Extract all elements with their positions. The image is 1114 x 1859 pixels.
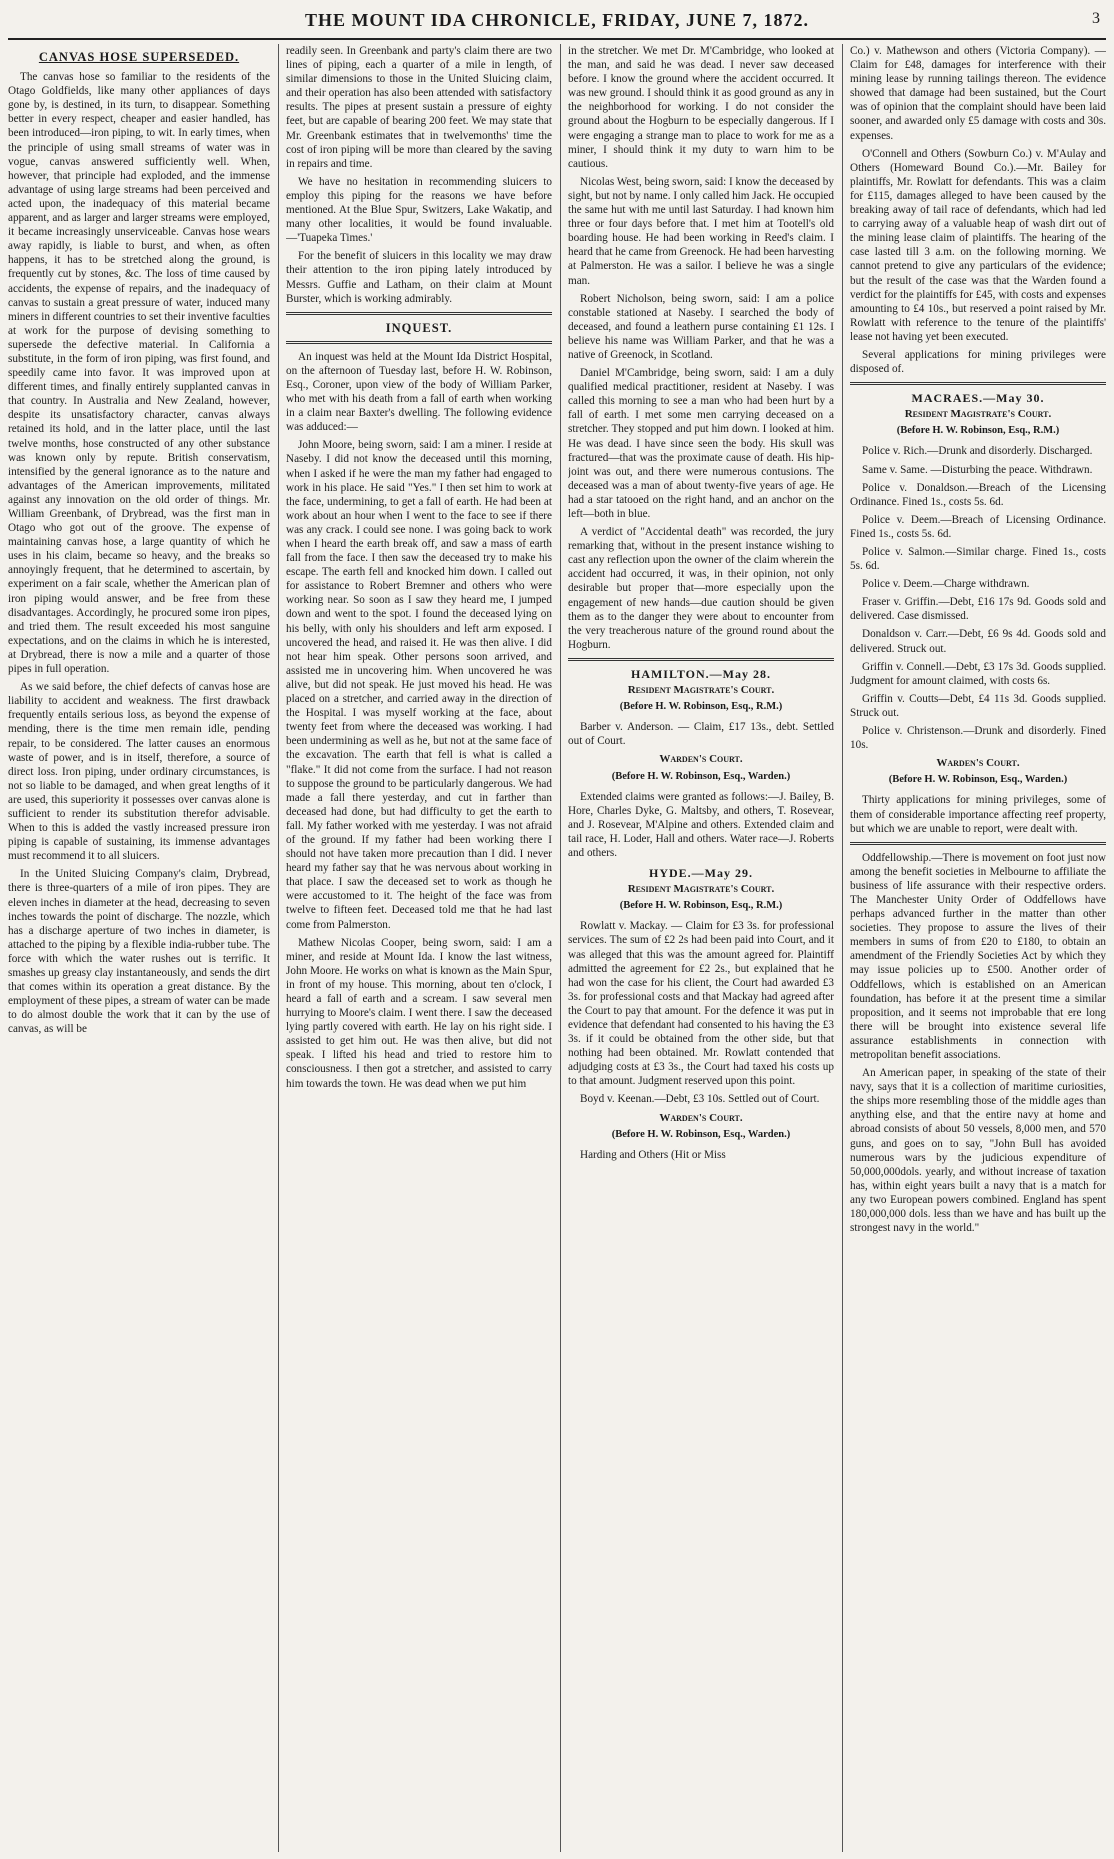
paragraph: As we said before, the chief defects of canvas hose are liability to accident and weakness. The first drawback frequently entails serious loss, as beyond the expense of mending, there is the time men remain idle, pending repair, to be considered. The latter causes an enormous waste of power, and is in itself, therefore, a source of direct loss. Iron piping, under ordinary circumstances, is not so liable to be damaged, and when great lengths of it are used, this superiority it possesses over canvas alone is sufficient to render its substitution therefor advisable. When to this is added the vastly increased pressure iron piping is capable of sustaining, its immense advantages must recommend it to all sluicers. [8,681,270,863]
masthead-title: THE MOUNT IDA CHRONICLE, FRIDAY, JUNE 7, 1872. [305,10,809,30]
masthead [8,4,1106,40]
paragraph: The canvas hose so familiar to the residents of the Otago Goldfields, like many other appliances of days gone by, is destined, in its turn, to disappear. Something better in every respect, cheaper and easier handled, has been introduced—iron piping, to wit. In early times, when the principle of using small streams of water was in vogue, canvas answered sufficiently well. When, however, that principle had exploded, and the immense advantage of using large streams had been perceived and acted upon, the inadequacy of this material became apparent, and as larger and larger streams were employed, it became increasingly unserviceable. Canvas hose wears away rapidly, is liable to burst, and when, as often happens, it has to be stretched along the ground, is frequently cut by stones, &c. The loss of time caused by accidents, the expense of repairs, and the inadequacy of canvas to sustain a great pressure of water, induced many miners in different countries to set their inventive faculties at work for the purpose of devising something to supersede the defective material. In California a substitute, in the form of iron piping, was first found, and speedily came into favor. It was improved upon at different times, and finally entirely supplanted canvas in that country. In Australia and New Zealand, however, despite its unsatisfactory character, canvas always retained its hold, and in the latter place, until the last twelve months, hose constructed of any other substance was known only by repute. British conservatism, intensified by the general ignorance as to the nature and advantages of the American improvements, militated against any innovation on the old order of things. Mr. William Greenbank, of Drybread, was the first man in Otago who got out of the groove. The expense of maintaining canvas hose, a large quantity of which he uses in his claim, became so heavy, and the breaks so annoyingly frequent, that he determined to ascertain, by experiment on a fair scale, whether the American plan of iron piping would answer, and be free from these disadvantages. Accordingly, he procured some iron pipes, and tried them. The result exceeded his most sanguine expectations, and on the claims in which he is interested, at Drybread, there is now a mile and a quarter of those pipes in full operation. [8,71,270,676]
paragraph: in the stretcher. We met Dr. M'Cambridge, who looked at the man, and said he was dead. I never saw deceased before. I know the ground where the accident occurred. It was new ground. I should think it as good ground as any in the neighborhood for working. I do not consider the ground about the Hogburn to be especially dangerous. If I were engaging a strange man to place to work for me as a miner, I should think it my duty to warn him to be cautious. [568,45,834,170]
paragraph: Daniel M'Cambridge, being sworn, said: I am a duly qualified medical practitioner, resident at Naseby. I was called this morning to see a man who had been hurt by a fall of earth. I met some men carrying deceased on a stretcher. They stopped and put him down. I looked at him. He was dead. I have since seen the body. His skull was fractured—that was the proximate cause of death. His hip-joint was out, and there were numerous contusions. The deceased was a man of about twenty-five years of age. He had a star tatooed on the right hand, and an anchor on the left—both in blue. [568,367,834,520]
page-number: 3 [1092,10,1100,27]
column-2 [286,44,552,1852]
court-name: Resident Magistrate's Court. [627,684,775,697]
paragraph: Nicolas West, being sworn, said: I know the deceased by sight, but not by name. I only called him Jack. He occupied the same hut with me until last Saturday. I had known him three or four days before that. I met him at Tootell's old boarding house. He had been working in Reed's claim. I heard that he came from Greenock. He had been harvesting at Palmerston. He was a sailor. I believe he was a single man. [568,175,834,287]
paragraph: John Moore, being sworn, said: I am a miner. I reside at Naseby. I did not know the deceased until this morning, when I asked if he were the man my father had engaged to work in his place. He said "Yes." I then set him to work at the face, undermining, to get a fall of earth. He had been at work about an hour when I went to the face to see if there was any crack. I could see none. I was going back to work when I heard the earth break off, and saw a mass of earth fall from the face. I then saw the deceased try to make his escape. The earth fell and knocked him down. I called out for assistance to Robert Bremner and others who were working near. So soon as I saw they heard me, I jumped down and went to the spot. I found the deceased lying on his belly, with only his shoulders and left arm exposed. I uncovered the head, and raised it. He was then alive. I did not hear him speak. Other persons soon arrived, and assisted me in uncovering him. When uncovered he was alive, but did not speak. He just moved his head. He was placed on a stretcher, and carried away in the direction of the Hospital. I was myself working at the face, about twenty feet from where the deceased was working. I had been undermining as well as he, but not at the same face of the excavation. The earth that fell is what is called a "flake." It did not come from the surface. I had not reason to suppose the ground to be particularly dangerous. We had made a fall there yesterday, and cut in farther than deceased had done, but had difficulty to get the earth to fall. My father worked with me yesterday. I was not afraid of the ground. If my father had been working there I should not have taken more precaution than I did. I never heard my father say that he was nervous about working in that place. I saw the deceased set to work as though he were accustomed to it. The height of the face was from twelve to fifteen feet. Deceased told me that he had last come from Palmerston. [286,439,552,931]
paragraph: A verdict of "Accidental death" was recorded, the jury remarking that, without in the present instance wishing to cast any reflection upon the owner of the claim wherein the accident had occurred, it was, in their opinion, not only desirable but proper that—more especially upon the engagement of new hands—due caution should be given them as to the danger they were about to encounter from the very treacherous nature of the ground round about the Hogburn. [568,526,834,651]
court-before: (Before H. W. Robinson, Esq., Warden.) [611,1128,791,1140]
court-before: (Before H. W. Robinson, Esq., Warden.) [888,774,1068,786]
court-entry: Harding and Others (Hit or Miss [580,1148,726,1161]
article-heading-canvas-hose: CANVAS HOSE SUPERSEDED. [38,50,240,64]
court-entry: O'Connell and Others (Sowburn Co.) v. M'Aulay and Others (Homeward Bound Co.).—Mr. Bailey for plaintiffs, Mr. Rowlatt for defendants. This was a claim for £115, damages alleged to have been caused by the breaking away of tail race of defendants, which had led to carrying away of a valuable heap of wash dirt out of the mining lease claim of plaintiffs. The hearing of the case lasted till 3 a.m. on the following morning. We cannot pretend to give any particulars of the evidence; but the result of the case was that the Warden found a verdict for the plaintiffs for £45, with costs and expenses amounting to £4 10s., but reserved a point raised by Mr. Rowlatt with reference to the tenure of the plaintiffs' lease not having yet been executed. [850,147,1106,343]
hamilton-heading: HAMILTON.—May 28. [630,666,771,681]
macraes-heading: MACRAES.—May 30. [911,391,1045,406]
paragraph: For the benefit of sluicers in this locality we may draw their attention to the iron piping lately introduced by Messrs. Guffie and Latham, on their claim at Mount Burster, which is working admirably. [286,250,552,305]
section-rule [286,312,552,315]
court-entry: Barber v. Anderson. — Claim, £17 13s., debt. Settled out of Court. [568,721,834,748]
court-entry: Griffin v. Coutts—Debt, £4 11s 3d. Goods supplied. Struck out. [850,692,1106,719]
paragraph: Mathew Nicolas Cooper, being sworn, said: I am a miner, and reside at Mount Ida. I know the last witness, John Moore. He works on what is known as the Main Spur, in front of my house. This morning, about ten o'clock, I heard a fall of earth and a scream. I saw several men hurrying to Moore's claim. I went there. I saw the deceased lying partly covered with earth. He lay on his right side. I assisted to get him out. He was then alive, but did not speak. I lifted his head and tried to restore him to consciousness. I then got a stretcher, and assisted to carry him towards the town. He was dead when we put him [286,936,552,1090]
court-entry: Police v. Deem.—Breach of Licensing Ordinance. Fined 1s., costs 5s. 6d. [850,513,1106,540]
article-heading-inquest: INQUEST. [385,320,453,335]
column-divider [842,44,843,1852]
court-entry: Police v. Donaldson.—Breach of the Licensing Ordinance. Fined 1s., costs 5s. 6d. [850,481,1106,508]
court-entry: Several applications for mining privileges were disposed of. [850,348,1106,376]
column-3 [568,44,834,1852]
column-1 [8,44,270,1852]
section-rule [850,382,1106,385]
court-name: Resident Magistrate's Court. [627,883,775,896]
column-divider [560,44,561,1852]
court-entry: Boyd v. Keenan.—Debt, £3 10s. Settled out of Court. [580,1093,820,1106]
court-entry: Extended claims were granted as follows:—J. Bailey, B. Hore, Charles Dyke, G. Maltsby, and others, T. Rosevear, and J. Rosevear, M'Alpine and others. Extended claim and tail race, H. Loder, Hall and others. Water race—J. Roberts and others. [568,790,834,859]
court-entry: Police v. Christenson.—Drunk and disorderly. Fined 10s. [850,725,1106,752]
court-name: Warden's Court. [659,1111,743,1124]
court-before: (Before H. W. Robinson, Esq., R.M.) [619,701,783,713]
column-divider [278,44,279,1852]
court-entry: Police v. Rich.—Drunk and disorderly. Discharged. [862,445,1093,458]
court-entry: Same v. Same. —Disturbing the peace. Withdrawn. [862,463,1093,476]
court-entry: Thirty applications for mining privileges, some of them of considerable importance affecting reef property, but which we are unable to report, were dealt with. [850,794,1106,835]
court-entry: Fraser v. Griffin.—Debt, £16 17s 9d. Goods sold and delivered. Case dismissed. [850,596,1106,623]
paragraph: An American paper, in speaking of the state of their navy, says that it is a collection of maritime curiosities, the ships more resembling those of the middle ages than anything else, and that the entire navy at home and abroad consists of about 50 vessels, 8,000 men, and 570 guns, and goes on to say, "John Bull has avoided numerous wars by the judicious expenditure of 50,000,000dols. yearly, and without increase of taxation has, within eight years built a navy that is a match for any two European powers combined. England has spent 180,000,000 dols. less than we have and has built up the strongest navy in the world." [850,1067,1106,1235]
court-entry: Police v. Salmon.—Similar charge. Fined 1s., costs 5s. 6d. [850,546,1106,573]
court-name: Warden's Court. [659,753,743,766]
paragraph: In the United Sluicing Company's claim, Drybread, there is three-quarters of a mile of iron pipes. They are eleven inches in diameter at the head, decreasing to seven inches towards the point of discharge. The nozzle, which has a discharge aperture of two inches in diameter, is attached to the piping by a flexible india-rubber tube. The force with which the water rushes out is terrific. It smashes up greasy clay instantaneously, and sends the dirt that comes within its operation a great distance. By the employment of these pipes, a stream of water can be made to do almost double the work that it can by the use of canvas, as will be [8,868,270,1036]
court-entry: Police v. Deem.—Charge withdrawn. [862,578,1030,591]
section-rule [850,842,1106,845]
column-4 [850,44,1106,1852]
court-before: (Before H. W. Robinson, Esq., R.M.) [896,425,1060,437]
paragraph: Robert Nicholson, being sworn, said: I am a police constable stationed at Naseby. I searched the body of deceased, and found a leathern purse containing £1 12s. I believe his name was William Parker, and that he was a native of Greenock, in Scotland. [568,292,834,361]
court-name: Warden's Court. [936,757,1020,770]
court-before: (Before H. W. Robinson, Esq., R.M.) [619,900,783,912]
section-rule [286,341,552,344]
section-rule [568,658,834,661]
court-name: Resident Magistrate's Court. [904,408,1052,421]
paragraph: readily seen. In Greenbank and party's claim there are two lines of piping, each a quarter of a mile in length, of similar dimensions to those in the United Sluicing claim, and their operation has also been attended with satisfactory results. The pipes at present sustain a pressure of eighty feet, but are capable of bearing 200 feet. We may state that Mr. Greenbank estimates that in twelvemonths' time the cost of iron piping will be more than cleared by the saving in repairs and time. [286,45,552,170]
court-entry: Griffin v. Connell.—Debt, £3 17s 3d. Goods supplied. Judgment for amount claimed, with costs 6s. [850,660,1106,687]
court-entry: Rowlatt v. Mackay. — Claim for £3 3s. for professional services. The sum of £2 2s had been paid into Court, and it was alleged that this was the amount agreed for. Plaintiff admitted the agreement for £2 2s., but explained that he had won the case for his client, the Court had awarded £3 3s. for professional costs and that Mackay had agreed after the Court to pay that amount. For the defence it was put in evidence that defendant had consented to his having the £3 3s. if it could be obtained from the other side, but that nothing had been obtained. Mr. Rowlatt contended that adjudging costs at £3 3s., the Court had taxed his costs up to that amount. Judgment reserved upon this point. [568,920,834,1088]
court-entry: Co.) v. Mathewson and others (Victoria Company). — Claim for £48, damages for interference with their mining lease by running tailings thereon. The evidence showed that damage had been sustained, but the Court was of opinion that the complaint should have been laid sooner, and awarded only £5 damage with costs and 30s. expenses. [850,45,1106,142]
paragraph: We have no hesitation in recommending sluicers to employ this piping for the reasons we have before mentioned. At the Blue Spur, Switzers, Lake Wakatip, and many other localities, it would be found invaluable.—'Tuapeka Times.' [286,175,552,245]
paragraph: Oddfellowship.—There is movement on foot just now among the benefit societies in Melbourne to affiliate the business of life assurance with their respective orders. The Manchester Unity Order of Oddfellows have perhaps advanced further in the matter than other societies. They propose to assure the lives of their members in sums of from £20 to £180, to obtain an amendment of the Friendly Societies Act by which they may issue policies up to £500. Another order of Oddfellows, which is established on an American foundation, has before it at the present time a similar proposition, and it seems not improbable that ere long there will be brought into existence several life assurance establishments in connection with metropolitan benefit associations. [850,851,1106,1061]
hyde-heading: HYDE.—May 29. [649,866,753,881]
paragraph: An inquest was held at the Mount Ida District Hospital, on the afternoon of Tuesday last, before H. W. Robinson, Esq., Coroner, upon view of the body of William Parker, who met with his death from a fall of earth when working in a claim near Baxter's dwelling. The following evidence was adduced:— [286,350,552,434]
court-entry: Donaldson v. Carr.—Debt, £6 9s 4d. Goods sold and delivered. Struck out. [850,628,1106,655]
court-before: (Before H. W. Robinson, Esq., Warden.) [611,770,791,782]
